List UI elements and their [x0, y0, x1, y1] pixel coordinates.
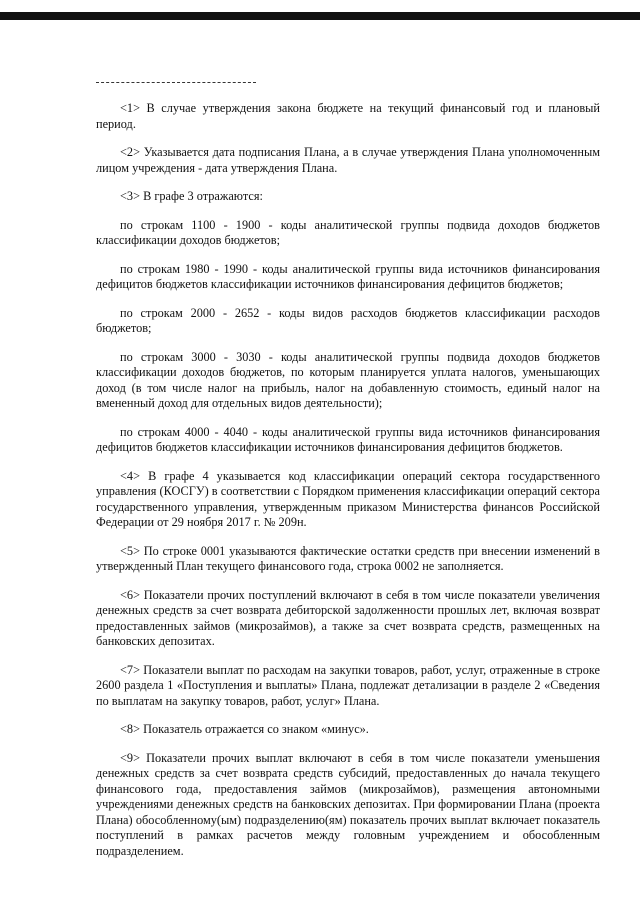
footnote-3-item-5: по строкам 4000 - 4040 - коды аналитической группы вида источников финансирования дефицитов бюджетов классификации источников финансирования дефицитов бюджетов.	[96, 424, 600, 454]
footnote-1: <1> В случае утверждения закона бюджете на текущий финансовый год и плановый период.	[96, 101, 600, 131]
footnote-3-item-3: по строкам 2000 - 2652 - коды видов расходов бюджетов классификации расходов бюджетов;	[96, 305, 600, 335]
footnote-5: <5> По строке 0001 указываются фактические остатки средств при внесении изменений в утвержденный План текущего финансового года, строка 0002 не заполняется.	[96, 543, 600, 573]
footnote-3-item-4: по строкам 3000 - 3030 - коды аналитической группы подвида доходов бюджетов классификации доходов бюджетов, по которым планируется уплата налогов, уменьшающих доход (в том числе налог на прибыль, налог на добавленную стоимость, единый налог на вмененный доход для отдельных видов деятельности);	[96, 349, 600, 410]
scan-top-border	[0, 12, 640, 20]
footnote-3-item-1: по строкам 1100 - 1900 - коды аналитической группы подвида доходов бюджетов классификации доходов бюджетов;	[96, 217, 600, 247]
footnote-9: <9> Показатели прочих выплат включают в себя в том числе показатели уменьшения денежных средств за счет возврата средств субсидий, предоставленных до начала текущего финансового года, предоставления займов (микрозаймов), размещения автономными учреждениями денежных средств на банковских депозитах. При формировании Плана (проекта Плана) обособленному(ым) подразделению(ям) показатель прочих выплат включает показатель поступлений в рамках расчетов между головным учреждением и обособленным подразделением.	[96, 750, 600, 858]
footnote-8: <8> Показатель отражается со знаком «минус».	[120, 722, 369, 736]
footnote-separator	[96, 82, 256, 83]
document-page	[96, 82, 600, 872]
footnote-4: <4> В графе 4 указывается код классификации операций сектора государственного управления (КОСГУ) в соответствии с Порядком применения классификации операций сектора государственного управления, утвержденным приказом Министерства финансов Российской Федерации от 29 ноября 2017 г. № 209н.	[96, 468, 600, 529]
footnote-3: <3> В графе 3 отражаются:	[120, 189, 263, 203]
footnote-6: <6> Показатели прочих поступлений включают в себя в том числе показатели увеличения денежных средств за счет возврата дебиторской задолженности прошлых лет, включая возврат предоставленных займов (микрозаймов), а также за счет возврата средств, размещенных на банковских депозитах.	[96, 587, 600, 648]
footnote-7: <7> Показатели выплат по расходам на закупки товаров, работ, услуг, отраженные в строке 2600 раздела 1 «Поступления и выплаты» Плана, подлежат детализации в разделе 2 «Сведения по выплатам на закупку товаров, работ, услуг» Плана.	[96, 662, 600, 708]
footnote-2: <2> Указывается дата подписания Плана, а в случае утверждения Плана уполномоченным лицом учреждения - дата утверждения Плана.	[96, 145, 600, 175]
footnote-3-item-2: по строкам 1980 - 1990 - коды аналитической группы вида источников финансирования дефицитов бюджетов классификации источников финансирования дефицитов бюджетов;	[96, 261, 600, 291]
